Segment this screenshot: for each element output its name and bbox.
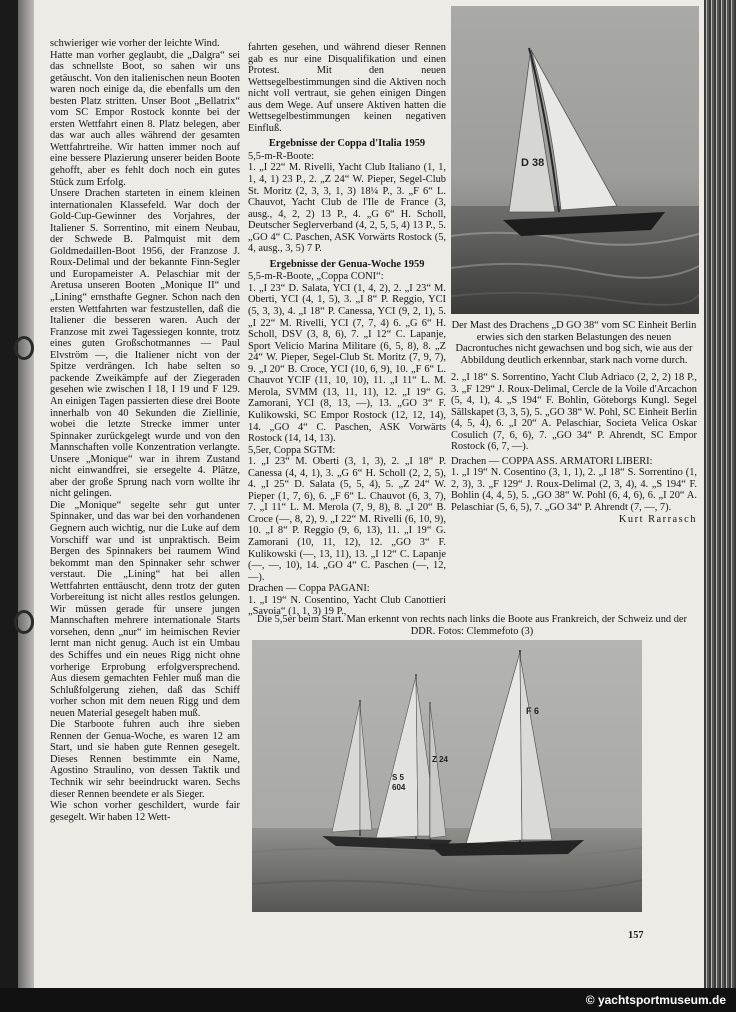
paragraph: fahrten gesehen, und während dieser Rennen gab es nur eine Disqualifikation und einen Protest. Mit den neuen Wettsegelbestimmungen sind die Aktiven noch nicht voll vertraut, sie gehen einigen Dingen aus dem Wege. Auf unsere Aktiven hatten die Wettsegelbestimmungen keinen negativen Einfluß. [248, 42, 446, 134]
paragraph: schwieriger wie vorher der leichte Wind. [50, 38, 220, 49]
page-number: 157 [628, 930, 644, 941]
photo-start-5-5m-boats [252, 640, 642, 912]
results-text: 1. „I 23“ D. Salata, YCI (1, 4, 2), 2. „I 23“ M. Oberti, YCI (4, 1, 5), 3. „I 8“ P. Reggio, YCI (5, 3, 3), 4. „I 18“ P. Canessa, YCI (9, 2, 1), 5. „I 22“ M. Rivelli, YCI (7, 7, 4) 6. „G 6“ H. Scholl, DSV (3, 8, 6), 7. „I 12“ C. Lapanje, Sport Velicio Marina Militare (6, 5, 8), 8. „Z 24“ W. Pieper, Segel-Club St. Moritz (7, 9, 7), 9. „I 20“ B. Croce, YCI (10, 6, 9), 10. „F 6“ L. Chauvot YCIF (11, 10, 10), 11. „I 11“ L. M. Merola, SVMM (13, 11, 11), 12. „I 19“ G. Zamorani, YCI (8, 13, —), 13. „GO 3“ F. Kulikowski, SC Empor Rostock (12, 12, 14), 14. „GO 4“ C. Paschen, ASK Vorwärts Rostock (14, 14, 13). [248, 282, 446, 445]
sail-number: D 38 [521, 157, 545, 169]
class-label: Drachen — Coppa PAGANI: [248, 583, 370, 595]
class-label: 5,5-m-R-Boote, „Coppa CONI“: [248, 271, 384, 283]
sail-number: Z 24 [432, 755, 449, 764]
class-label: 5,5er, Coppa SGTM: [248, 444, 336, 456]
page-gutter [18, 0, 34, 988]
dragon-photo-drawing [451, 6, 699, 314]
paragraph: Die Starboote fuhren auch ihre sieben Rennen der Genua-Woche, es waren 12 am Start, und sie haben gute Rennen gesegelt. Dieses Rennen bestimmte ein Name, Agostino Straulino, von dessen Taktik und Technik wir sehr beeindruckt waren. Sechs dieser Rennen beendete er als Sieger. [50, 719, 240, 800]
article-column-right [451, 372, 697, 525]
results-heading-italia: Ergebnisse der Coppa d'Italia 1959 [268, 138, 426, 150]
sail-number: F 6 [526, 706, 540, 716]
class-label: 5,5-m-R-Boote: [248, 150, 315, 162]
author-signature: Kurt Rarrasch [618, 513, 697, 525]
results-text: 1. „I 19“ N. Cosentino (3, 1, 1), 2. „I 18“ S. Sorrentino (1, 2, 3), 3. „F 129“ J. Roux-Delimal (2, 3, 4), 4. „S 194“ F. Bohlin (4, 4, 5), 5. „GO 38“ W. Pohl (6, 4, 6), 6. „I 20“ A. Pelaschiar (5, 6, 5), 7. „GO 34“ P. Ahrendt (7, —, 7). [451, 467, 697, 514]
photo-caption-top: Der Mast des Drachens „D GO 38“ vom SC Einheit Berlin erwies sich den starken Belastungen des neuen Dacrontuches nicht gewachsen und bog sich, wie aus der Abbildung deutlich erkennbar, stark nach vorne durch. [451, 320, 697, 366]
results-text: 1. „I 23“ M. Oberti (3, 1, 3), 2. „I 18“ P. Canessa (4, 4, 1), 3. „G 6“ H. Scholl (2, 2, 5), 4. „I 25“ D. Salata (5, 5, 4), 5. „Z 24“ W. Pieper (1, 7, 6), 6. „F 6“ L. Chauvot (6, 3, 7), 7. „I 11“ L. M. Merola (7, 9, 8), 8. „I 20“ B. Croce (—, 8, 2), 9. „I 22“ M. Rivelli (6, 10, 9), 10. „I 8“ P. Reggio (9, 6, 13), 11. „I 19“ G. Zamorani (10, 11, 12), 12. „GO 3“ F. Kulikowski (—, 13, 11), 13. „I 12“ C. Lapanje (—, —, 10), 14. „GO 4“ C. Paschen (—, 12, —). [248, 456, 446, 583]
results-text: 2. „I 18“ S. Sorrentino, Yacht Club Adriaco (2, 2, 2) 18 P., 3. „F 129“ J. Roux-Delimal, Cercle de la Voile d'Arcachon (5, 4, 1), 4. „S 194“ F. Bohlin, Göteborgs Kungl. Segel Sällskapet (3, 3, 5), 5. „GO 38“ W. Pohl, SC Einheit Berlin (4, 5, 4), 6. „I 20“ A. Pelaschiar, Societa Velica Oskar Cosulich (7, 6, 6), 7. „GO 34“ P. Ahrendt, SC Empor Rostock (6, 7, —). [451, 372, 697, 453]
paragraph: Hatte man vorher geglaubt, die „Dalgra“ sei das schnellste Boot, so sahen wir uns getäuscht. Von den italienischen neun Booten waren noch einige da, die ebenfalls um den besten Platz stritten. Unser Boot „Bellatrix“ vom SC Empor Rostock konnte bei der ersten Wettfahrt einen 8. Platz belegen, aber das war auch alles während der gesamten Wettfahrtreihe. Wir hatten immer noch auf eine bessere Plazierung unserer beiden Boote gehofft, aber es fehlt doch noch ein gutes Stück zum Erfolg. [50, 49, 240, 188]
sail-number: S 5 [392, 773, 405, 782]
watermark-bar [0, 988, 736, 1012]
paragraph: Unsere Drachen starteten in einem kleinen internationalen Klassefeld. War doch der Gold-Cup-Gewinner des Vorjahres, der Italiener S. Sorrentino, mit einem Neubau, der Schwede B. Palmquist mit dem Goldmedaillen-Boot 1956, der Franzose J. Roux-Delimal und der bekannte Finn-Segler und Europameister A. Pelaschiar mit der Aretusa unseren Booten „Monique II“ und „Lining“ ernsthafte Gegner. Schon nach den ersten Wettfahrten war festzustellen, daß die Italiener die besseren waren. Auch der Franzose mit zwei Tagessiegen konnte, trotz eines guten Großschotmannes — Paul Elvström —, die Italiener nicht von der Spitze verdrängen. Ich habe selten so packende Zweikämpfe auf der Ziegeraden gesehen wie zwischen I 18, I 19 und F 129. An einigen Tagen passierten diese drei Boote innerhalb von 40 Sekunden die Ziellinie, wobei die letzte Strecke immer unter Spinnaker zurückgelegt wurde und von den Mannschaften volle Konzentration verlangte. Unsere „Monique“ war in ihrem Zustand nicht einwandfrei, sie ersegelte 4. Plätze, aber der große Sprung nach vorn wollte ihr nicht gelingen. [50, 188, 240, 500]
binder-ring [14, 610, 34, 634]
results-text: 1. „I 19“ N. Cosentino, Yacht Club Canottieri „Savoia“ (1, 1, 3) 19 P., [248, 594, 446, 618]
binder-ring [14, 336, 34, 360]
results-text: 1. „I 22“ M. Rivelli, Yacht Club Italiano (1, 1, 1, 4, 1) 23 P., 2. „Z 24“ W. Pieper, Segel-Club St. Moritz (2, 3, 3, 1, 3) 18¼ P., 3. „F 6“ L. Chauvot, Yacht Club de l'Ile de France (3, ausg., 4, 2, 2) 13 P., 4. „G 6“ H. Scholl, Deutscher Seglerverband (4, 2, 5, 5, 4) 13 P., 5. „GO 4“ C. Paschen, ASK Vorwärts Rostock (5, 4, ausg., 3, 5) 7 P. [248, 162, 446, 255]
class-label: Drachen — COPPA ASS. ARMATORI LIBERI: [451, 455, 653, 467]
photo-dragon-bent-mast [451, 6, 699, 314]
photo-caption-bottom: Die 5,5er beim Start. Man erkennt von rechts nach links die Boote aus Frankreich, der Schweiz und der DDR. Fotos: Clemmefoto (3) [257, 614, 687, 637]
paragraph: Die „Monique“ segelte sehr gut unter Spinnaker, und das war bei den vorhandenen Gegnern auch wichtig, nur die Luke auf dem Vorschiff war und ist unpraktisch. Beim Bergen des Spinnakers bei raumem Wind bekommt man den Spinnaker sehr schwer verstaut. Die „Lining“ hat bei allen Wettfahrten enttäuscht, denn trotz der guten Vorbereitung ist nicht alles restlos gelungen. Wir müssen gerade für unsere jungen Mannschaften mehrere internationale Starts vorsehen, denn „nur“ im heimischen Revier lernt man nicht genug. Auch ist ein Umbau des Schiffes und ein neues Rigg nicht ohne vorherige Erprobung erfolgversprechend. Aus diesem gemachten Fehler muß man die Schlußfolgerung ziehen, daß das Schiff vorher schon mit dem neuen Rigg und dem neuen Material gesegelt haben muß. [50, 499, 240, 719]
watermark-text: © yachtsportmuseum.de [585, 993, 726, 1007]
paragraph: Wie schon vorher geschildert, wurde fair gesegelt. Wir haben 12 Wett- [50, 800, 240, 823]
results-heading-genua: Ergebnisse der Genua-Woche 1959 [269, 258, 425, 270]
sail-number: 604 [392, 783, 406, 792]
article-column-left [50, 38, 240, 823]
article-column-middle [248, 42, 446, 618]
stacked-page-edges [704, 0, 736, 988]
start-photo-drawing [252, 640, 642, 912]
